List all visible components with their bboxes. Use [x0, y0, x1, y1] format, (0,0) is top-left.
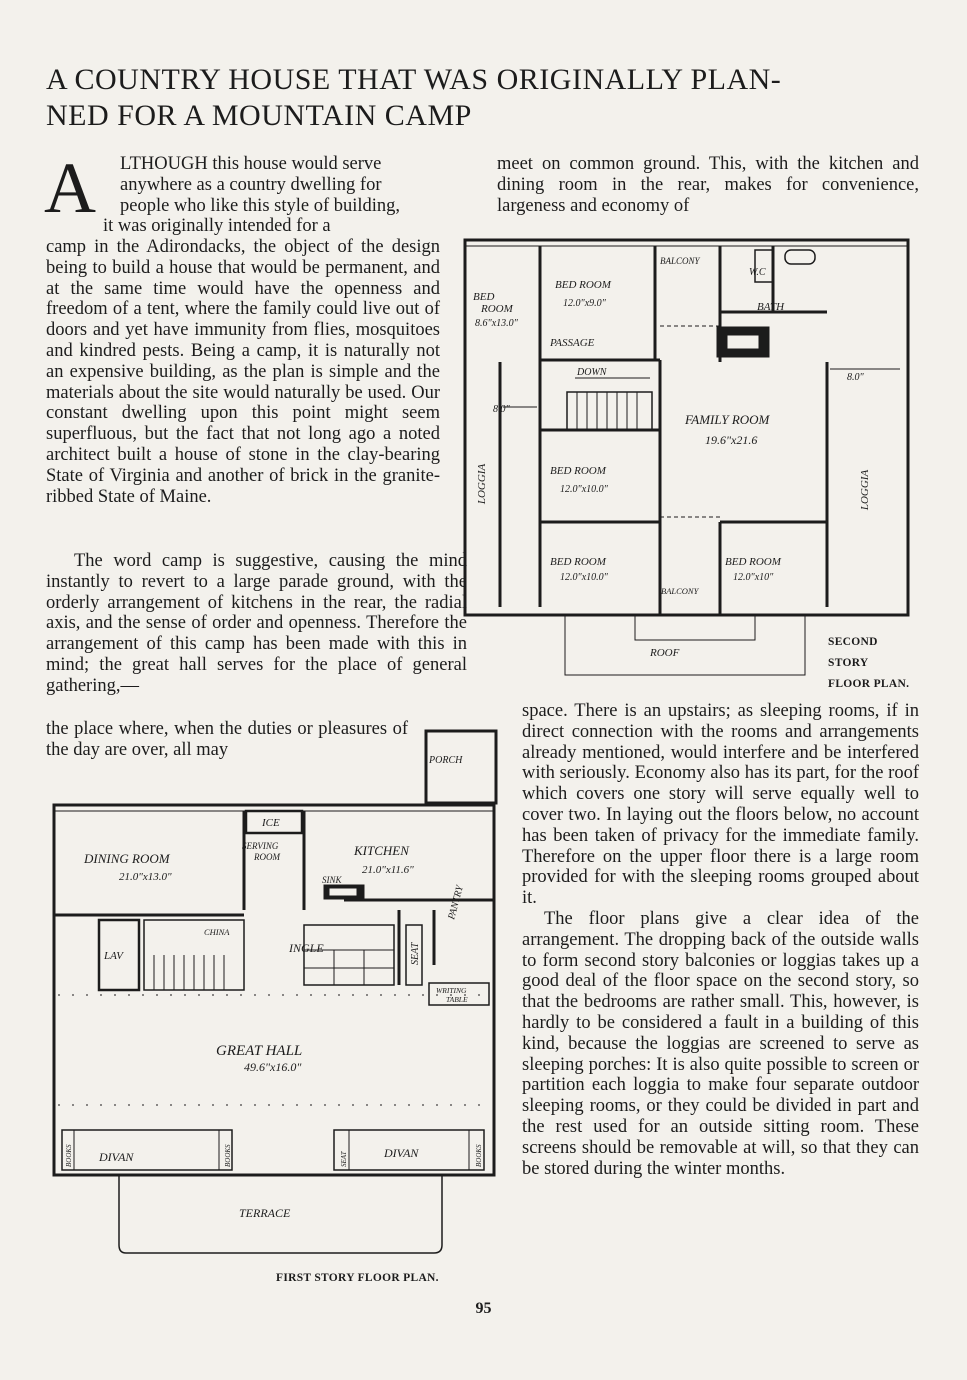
drop-cap: A [44, 148, 96, 228]
plan-label: 49.6"x16.0" [244, 1060, 302, 1074]
plan-label: BOOKS [65, 1144, 73, 1167]
column-1-body [46, 237, 440, 507]
intro-line-4 [103, 216, 439, 237]
plan-label: BED ROOM [725, 556, 781, 568]
plan-label: KITCHEN [354, 843, 409, 858]
intro-line: people who like this style of building, [120, 195, 401, 216]
second-plan-drawing [455, 232, 915, 682]
plan-label: BED ROOM [550, 465, 606, 477]
second-story-floor-plan [455, 232, 915, 682]
plan-label: ICE [262, 817, 280, 829]
plan-label: CHINA [204, 927, 230, 937]
second-plan-caption [828, 632, 909, 695]
paragraph: space. There is an upstairs; as sleeping rooms, if in direct connection with the rooms and arrangements already mentioned, would interfere and be interfered with seriously. Economy also has its part, for the roof which covers one story will serve equally well to cover two. In laying out the floors below, no account has been taken of privacy for the immediate family. Therefore on the upper floor there is a large room provided for with the sleeping rooms grouped about it. [522, 701, 919, 909]
page-number: 95 [475, 1300, 492, 1317]
plan-label: BALCONY [661, 586, 699, 596]
column-1-para2 [46, 551, 467, 697]
plan-label: 8.0" [493, 404, 510, 415]
paragraph: The floor plans give a clear idea of the arrangement. The dropping back of the outside walls to form second story balconies or loggias takes up a good deal of the floor space on the second story, so that the bedrooms are rather small. This, however, is hardly to be considered a fault in a building of this kind, because the loggias are screened to serve as sleeping porches: It is also quite possible to screen or partition each loggia to make four separate outdoor sleeping rooms, or they could be divided in part and the rest used for an outside sitting room. These screens should be removable at will, so that they can be stored during the winter months. [522, 908, 919, 1179]
plan-label: DIVAN [384, 1146, 419, 1160]
plan-label: PASSAGE [550, 337, 595, 349]
plan-label: 8.0" [847, 372, 864, 383]
plan-label: DINING ROOM [84, 851, 170, 866]
plan-label: ROOM [254, 852, 280, 862]
paragraph: the place where, when the duties or pleasures of the day are over, all may [46, 719, 408, 760]
plan-label: DOWN [577, 367, 607, 378]
plan-label: SEAT [340, 1151, 348, 1167]
first-plan-drawing [44, 725, 506, 1270]
intro-line: it was originally intended for a [103, 216, 331, 236]
plan-label: 21.0"x13.0" [119, 871, 172, 883]
plan-label: BED [473, 291, 495, 303]
column-2-body [522, 701, 919, 1179]
plan-label: ROOF [650, 647, 680, 659]
plan-label: LAV [104, 950, 124, 962]
plan-label: SINK [322, 875, 342, 885]
column-2-top [497, 154, 919, 216]
plan-label: 12.0"x10.0" [560, 572, 608, 583]
plan-label: BOOKS [475, 1144, 483, 1167]
plan-label: BATH [757, 301, 785, 313]
plan-label: 21.0"x11.6" [362, 864, 414, 876]
intro-line: LTHOUGH this house would serve [120, 154, 382, 174]
plan-label: 12.0"x9.0" [563, 298, 606, 309]
paragraph: meet on common ground. This, with the kitchen and dining room in the rear, makes for convenience, largeness and economy of [497, 154, 919, 216]
plan-label: BALCONY [660, 256, 700, 266]
plan-label: W.C [749, 267, 766, 278]
plan-label: PANTRY [446, 884, 466, 921]
paragraph: camp in the Adirondacks, the object of the design being to build a house that would be permanent, and at the same time would have the openness and freedom of a tent, where the family could live out of doors and yet have immunity from flies, mosquitoes and kindred pests. Being a camp, it is naturally not an expensive building, as the plan is simple and the materials about the site would naturally be used. Our constant dwelling upon this point might seem superfluous, but the fact that not long ago a noted architect built a house of stone in the clay-bearing State of Virginia and another of brick in the granite-ribbed State of Maine. [46, 237, 440, 507]
plan-label: TERRACE [239, 1206, 291, 1220]
caption-line: STORY [828, 657, 869, 669]
plan-label: WRITING [436, 986, 467, 995]
intro-lines [120, 154, 469, 216]
plan-label: SERVING [242, 841, 279, 851]
paragraph: The word camp is suggestive, causing the mind instantly to revert to a large parade ground, with the orderly arrangement of kitchens in the rear, the radial axis, and the sense of order and openness. Therefore the arrangement of this camp has been made with this in mind; the great hall serves for the place of general gathering,— [46, 551, 467, 696]
plan-label: GREAT HALL [216, 1043, 303, 1059]
first-plan-caption: FIRST STORY FLOOR PLAN. [276, 1272, 439, 1284]
plan-label: ROOM [481, 303, 513, 315]
plan-label: TABLE [446, 995, 468, 1004]
plan-label: INGLE [289, 941, 324, 955]
plan-label: PORCH [429, 755, 463, 766]
plan-label: SEAT [410, 942, 421, 965]
caption-line: SECOND [828, 636, 878, 648]
plan-label: LOGGIA [859, 469, 871, 511]
title-line-1: A COUNTRY HOUSE THAT WAS ORIGINALLY PLAN- [46, 63, 782, 96]
intro-line: anywhere as a country dwelling for [120, 174, 382, 195]
plan-label: DIVAN [99, 1150, 134, 1164]
caption-line: FLOOR PLAN. [828, 678, 910, 690]
plan-label: 12.0"x10" [733, 572, 774, 583]
plan-label: LOGGIA [476, 463, 488, 505]
plan-label: 8.6"x13.0" [475, 318, 518, 329]
plan-label: 12.0"x10.0" [560, 484, 608, 495]
plan-label: FAMILY ROOM [685, 412, 770, 427]
first-story-floor-plan [44, 725, 506, 1270]
plan-label: BED ROOM [555, 279, 611, 291]
title-line-2: NED FOR A MOUNTAIN CAMP [46, 99, 472, 132]
plan-label: BOOKS [224, 1144, 232, 1167]
plan-label: BED ROOM [550, 556, 606, 568]
plan-label: 19.6"x21.6 [705, 433, 758, 447]
article-title [46, 62, 926, 134]
